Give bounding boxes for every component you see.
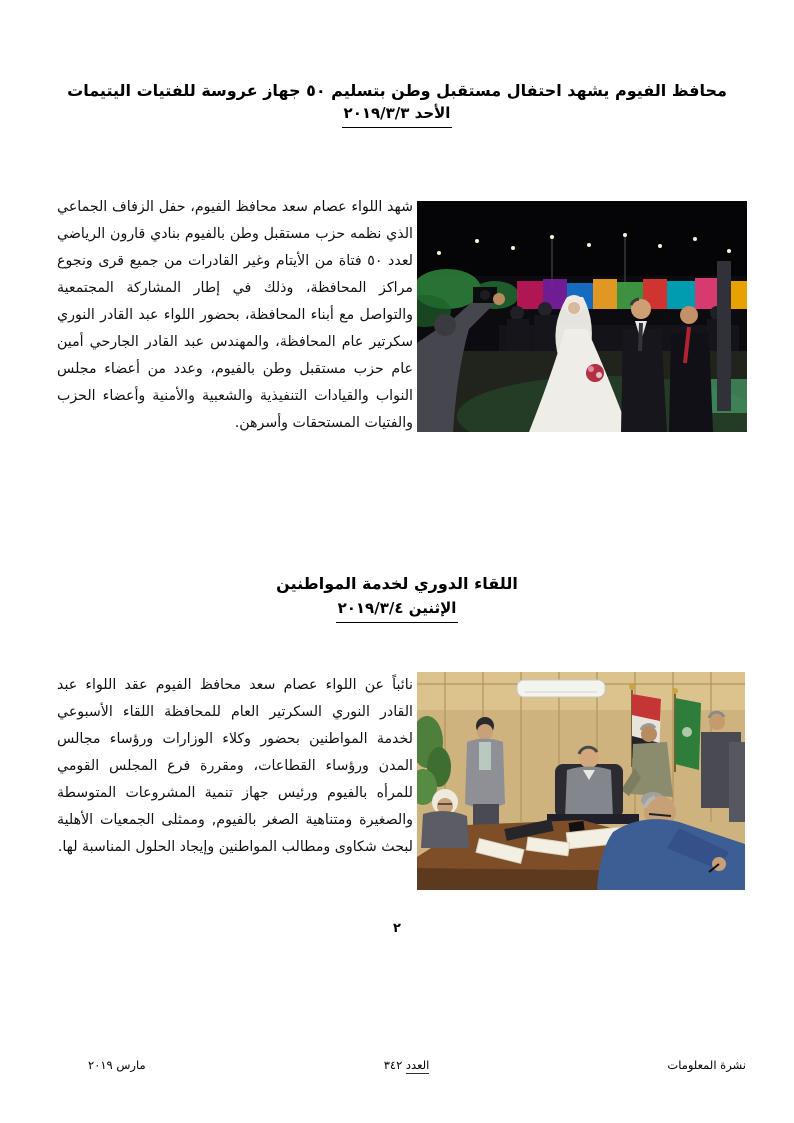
article-1-title: محافظ الفيوم يشهد احتفال مستقبل وطن بتسليم ٥٠ جهاز عروسة للفتيات اليتيمات: [67, 80, 727, 100]
page-footer: [0, 1058, 794, 1074]
meeting-photo-illustration: [417, 672, 745, 890]
article-2-title: اللقاء الدوري لخدمة المواطنين: [276, 573, 518, 593]
article-1-date-text: الأحد ٢٠١٩/٣/٣: [342, 104, 453, 128]
article-1-date: [0, 104, 794, 128]
article-1-body: شهد اللواء عصام سعد محافظ الفيوم، حفل الزفاف الجماعي الذي نظمه حزب مستقبل وطن بالفيوم بنادي قارون الرياضي لعدد ٥٠ فتاة من الأيتام وغير القادرات من جميع قرى ونجوع مراكز المحافظة، وذلك في إطار المشاركة المجتمعية والتواصل مع أبناء المحافظة، بحضور اللواء عبد القادر النوري سكرتير عام المحافظة، والمهندس عبد القادر الجارحي أمين عام حزب مستقبل وطن بالفيوم، وعدد من أعضاء مجلس النواب والقيادات التنفيذية والشعبية والأمنية وأعضاء الحزب والفتيات المستحقات وأسرهن.: [57, 199, 413, 431]
citizens-meeting-photo: [417, 672, 745, 890]
article-2-date: [0, 599, 794, 623]
wedding-ceremony-photo: [417, 201, 747, 432]
footer-bulletin-name: نشرة المعلومات: [667, 1058, 746, 1072]
footer-month: مارس ٢٠١٩: [88, 1058, 146, 1072]
footer-issue-label: العدد: [405, 1058, 430, 1072]
footer-issue: [384, 1058, 430, 1074]
footer-issue-number: ٣٤٢: [383, 1058, 403, 1072]
wedding-photo-illustration: [417, 201, 747, 432]
article-2-body: نائباً عن اللواء عصام سعد محافظ الفيوم عقد اللواء عبد القادر النوري السكرتير العام للمحافظة اللقاء الأسبوعي لخدمة المواطنين بحضور وكلاء الوزارات ورؤساء مجالس المدن ورؤساء القطاعات، ومقررة فرع المجلس القومي للمرأه بالفيوم ورئيس جهاز تنمية المشروعات المتوسطة والصغيرة ومتناهية الصغر بالفيوم, وممثلى الجمعيات الأهلية لبحث شكاوى ومطالب المواطنين وإيجاد الحلول المناسبة لها.: [57, 677, 413, 855]
article-2-date-text: الإثنين ٢٠١٩/٣/٤: [336, 599, 459, 623]
page-number: ٢: [393, 921, 401, 936]
